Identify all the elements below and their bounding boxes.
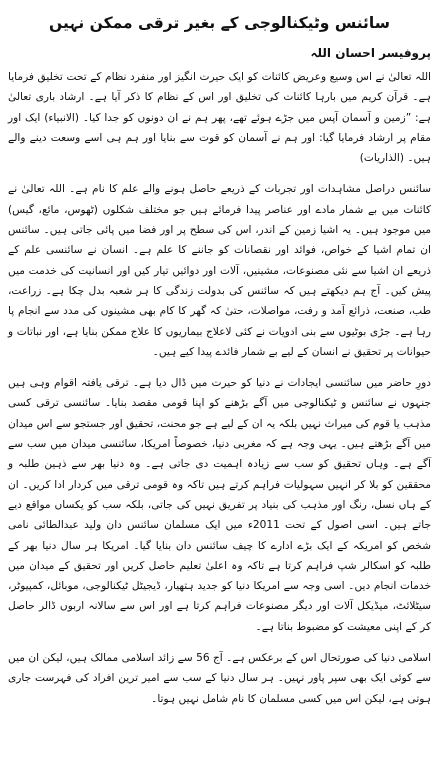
article-body — [8, 67, 431, 709]
article-author: پروفیسر احسان اللہ — [310, 46, 431, 60]
article-paragraph: سائنس دراصل مشاہدات اور تجربات کے ذریعے حاصل ہونے والے علم کا نام ہے۔ اللہ تعالیٰ نے کائنات میں بے شمار مادے اور عناصر پیدا فرمائے ہیں جو مختلف شکلوں (ٹھوس، مائع، گیس) میں موجود ہیں۔ یہ اشیا زمین کے اندر، اس کی سطح پر اور فضا میں پائی جاتی ہیں۔ سائنس ان تمام اشیا کے خواص، فوائد اور نقصانات کو جاننے کا علم ہے۔ انسان نے سائنسی علم کے ذریعے ان اشیا سے نئی مصنوعات، مشینیں، آلات اور دوائیں تیار کیں اور انسانیت کی خدمت میں پیش کیں۔ آج ہم دیکھتے ہیں کہ سائنس کی بدولت زندگی کا ہر شعبہ بدل چکا ہے۔ زراعت، طب، صنعت، ذرائع آمد و رفت، مواصلات، حتیٰ کہ گھر کا کام بھی مشینوں کی مدد سے انجام پا رہا ہے۔ جڑی بوٹیوں سے بنی ادویات نے کئی لاعلاج بیماریوں کا علاج ممکن بنایا ہے، اور نباتات و حیوانات پر تحقیق نے انسان کے لیے بے شمار فائدے پیدا کیے ہیں۔ — [8, 183, 431, 358]
article-title: سائنس وٹیکنالوجی کے بغیر ترقی ممکن نہیں — [49, 14, 390, 32]
article-paragraph: دورِ حاضر میں سائنسی ایجادات نے دنیا کو حیرت میں ڈال دیا ہے۔ ترقی یافتہ اقوام وہی ہیں جنہوں نے سائنس و ٹیکنالوجی میں آگے بڑھنے کو اپنا قومی مقصد بنایا۔ سائنسی ترقی کسی مذہب یا قوم کی میراث نہیں بلکہ یہ ان کے لیے ہے جو محنت، تحقیق اور جستجو سے اس میدان میں آگے بڑھتے ہیں۔ یہی وجہ ہے کہ مغربی دنیا، خصوصاً امریکا، سائنسی میدان میں سب سے آگے ہے۔ وہاں تحقیق کو سب سے زیادہ اہمیت دی جاتی ہے۔ وہ دنیا بھر سے ذہین طلبہ و محققین کو بلا کر انہیں سہولیات فراہم کرتے ہیں تاکہ وہ قومی ترقی میں کردار ادا کریں۔ ان کے ہاں نسل، رنگ اور مذہب کی بنیاد پر تفریق نہیں کی جاتی، بلکہ سب کو یکساں مواقع دیے جاتے ہیں۔ اسی اصول کے تحت 2011ء میں ایک مسلمان سائنس دان ولید عبدالطائی نامی شخص کو امریکہ کے ایک بڑے ادارے کا چیف سائنس دان بنایا گیا۔ امریکا ہر سال دنیا بھر کے طلبہ کو اسکالر شپ فراہم کرتا ہے تاکہ وہ اعلیٰ تعلیم حاصل کریں اور تحقیق کے میدان میں خدمات انجام دیں۔ اسی وجہ سے امریکا دنیا کو جدید ہتھیار، ڈیجیٹل ٹیکنالوجی، موبائل، کمپیوٹر، سیٹلائٹ، میڈیکل آلات اور دیگر مصنوعات فراہم کرتا ہے اور اس سے سالانہ اربوں ڈالر حاصل کر کے اپنی معیشت کو مضبوط بناتا ہے۔ — [8, 377, 432, 633]
article-paragraph: اسلامی دنیا کی صورتحال اس کے برعکس ہے۔ آج 56 سے زائد اسلامی ممالک ہیں، لیکن ان میں سے کوئی ایک بھی سپر پاور نہیں۔ ہر سال دنیا کے سب سے امیر ترین افراد کی فہرست جاری ہوتی ہے، لیکن اس میں کسی مسلمان کا نام شامل نہیں ہوتا۔ — [8, 652, 432, 705]
article-paragraph: اللہ تعالیٰ نے اس وسیع وعریض کائنات کو ایک حیرت انگیز اور منفرد نظام کے تحت تخلیق فرمایا ہے۔ قرآن کریم میں بارہا کائنات کی تخلیق اور اس کے نظام کا ذکر آیا ہے۔ ارشاد باری تعالیٰ ہے: ”زمین و آسمان آپس میں جڑے ہوئے تھے، پھر ہم نے ان دونوں کو جدا کیا۔ (الانبیاء) ایک اور مقام پر ارشاد فرمایا گیا: اور ہم نے آسمان کو قوت سے بنایا اور ہم ہی اسے وسعت دینے والے ہیں۔ (الذاریات) — [8, 71, 431, 165]
